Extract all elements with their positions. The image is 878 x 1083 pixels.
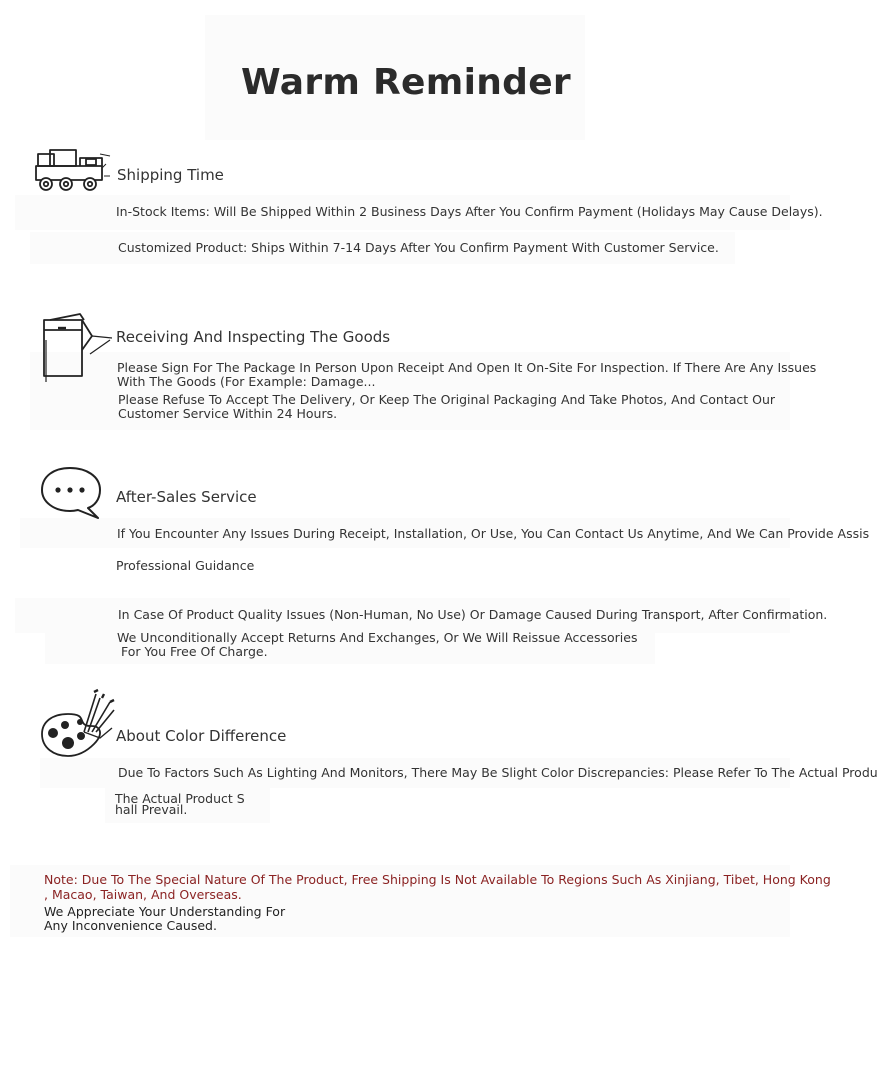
section-heading-shipping: Shipping Time — [117, 166, 224, 184]
after-sales-contact-text: If You Encounter Any Issues During Receipt, Installation, Or Use, You Can Contact Us Anytime, And We Can Provide Assis — [117, 526, 870, 541]
package-box-icon — [40, 310, 116, 386]
appreciation-note: We Appreciate Your Understanding For Any Inconvenience Caused. — [44, 904, 286, 933]
section-heading-after-sales: After-Sales Service — [116, 488, 257, 506]
color-difference-prevail-text: The Actual Product S hall Prevail. — [115, 791, 245, 817]
after-sales-quality-text: In Case Of Product Quality Issues (Non-Human, No Use) Or Damage Caused During Transport, After Confirmation. — [118, 607, 828, 622]
shipping-restriction-note: Note: Due To The Special Nature Of The Product, Free Shipping Is Not Available To Regions Such As Xinjiang, Tibet, Hong Kong , Macao, Taiwan, And Overseas. — [44, 872, 831, 902]
paint-palette-icon — [38, 688, 116, 762]
page-title: Warm Reminder — [241, 62, 571, 103]
receiving-refuse-text: Please Refuse To Accept The Delivery, Or Keep The Original Packaging And Take Photos, And Contact Our Customer Service Within 24 Hours. — [118, 392, 776, 421]
receiving-inspect-text: Please Sign For The Package In Person Upon Receipt And Open It On-Site For Inspection. If There Are Any Issues With The Goods (For Example: Damage... — [117, 360, 817, 389]
section-heading-receiving: Receiving And Inspecting The Goods — [116, 328, 391, 346]
section-heading-color-difference: About Color Difference — [116, 727, 287, 745]
after-sales-guidance-text: Professional Guidance — [116, 558, 255, 573]
shipping-in-stock-text: In-Stock Items: Will Be Shipped Within 2 Business Days After You Confirm Payment (Holidays May Cause Delays). — [116, 204, 823, 219]
shipping-customized-text: Customized Product: Ships Within 7-14 Days After You Confirm Payment With Customer Service. — [118, 240, 719, 255]
chat-bubble-icon — [38, 464, 104, 522]
truck-icon — [34, 146, 114, 194]
color-difference-text: Due To Factors Such As Lighting And Monitors, There May Be Slight Color Discrepancies: Please Refer To The Actual Produ — [118, 765, 878, 780]
after-sales-returns-text: We Unconditionally Accept Returns And Exchanges, Or We Will Reissue Accessories For You Free Of Charge. — [117, 630, 638, 659]
